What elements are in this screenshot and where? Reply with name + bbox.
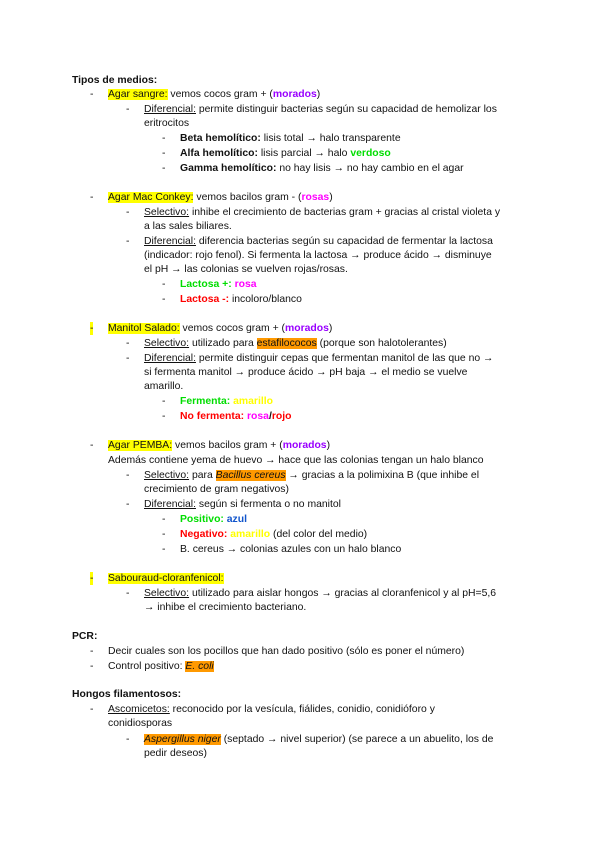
manitol-fermenta xyxy=(180,395,273,408)
bullet-dash: - xyxy=(90,704,94,715)
label-negativo: Negativo: xyxy=(180,529,228,540)
mac-selectivo xyxy=(144,206,500,219)
desc-text: vemos bacilos gram + ( xyxy=(172,440,283,451)
label-diferencial: Diferencial: xyxy=(144,499,196,510)
text: Control positivo: xyxy=(108,661,186,672)
label-diferencial: Diferencial: xyxy=(144,353,196,364)
label-diferencial: Diferencial: xyxy=(144,104,196,115)
bullet-dash: - xyxy=(126,734,130,745)
color-word-morados: morados xyxy=(285,323,329,334)
section-heading-pcr: PCR: xyxy=(72,631,98,642)
value-incoloro: incoloro/blanco xyxy=(229,294,302,305)
paren-close: ) xyxy=(326,440,331,451)
pemba-selectivo-cont: crecimiento de gram negativos) xyxy=(144,484,289,495)
highlight-aspergillus-niger: Aspergillus niger xyxy=(144,734,221,745)
pcr-item-control xyxy=(108,660,214,673)
bullet-dash: - xyxy=(162,529,166,540)
bullet-dash: - xyxy=(90,661,94,672)
text: para xyxy=(189,470,216,481)
label-alfa: Alfa hemolítico: xyxy=(180,148,258,159)
highlight-e-coli: E. coli xyxy=(185,661,214,672)
text: inhibe el crecimiento de bacterias gram + gracias al cristal violeta y xyxy=(189,207,501,218)
mac-selectivo-cont: a las sales biliares. xyxy=(144,221,232,232)
bullet-dash: - xyxy=(162,279,166,290)
sangre-beta xyxy=(180,132,401,145)
text: utilizado para aislar hongos → gracias al cloranfenicol y al pH=5,6 xyxy=(189,588,497,599)
text: no hay lisis → no hay cambio en el agar xyxy=(276,163,464,174)
item-mac-conkey xyxy=(108,191,333,204)
pemba-cereus: B. cereus → colonias azules con un halo blanco xyxy=(180,544,402,555)
bullet-dash: - xyxy=(90,89,94,100)
color-word-morados: morados xyxy=(282,440,327,451)
bullet-dash: - xyxy=(126,588,130,599)
pemba-note: Además contiene yema de huevo → hace que las colonias tengan un halo blanco xyxy=(108,455,484,466)
text: diferencia bacterias según su capacidad de fermentar la lactosa xyxy=(195,236,493,247)
medium-name-mac-conkey: Agar Mac Conkey: xyxy=(108,192,194,203)
desc-text: vemos cocos gram + ( xyxy=(167,89,273,100)
item-agar-pemba xyxy=(108,439,330,452)
pcr-item-pocillos: Decir cuales son los pocillos que han dado positivo (sólo es poner el número) xyxy=(108,646,465,657)
manitol-no-fermenta xyxy=(180,410,291,423)
label-lactosa-pos: Lactosa +: xyxy=(180,279,232,290)
value-rojo: rojo xyxy=(271,411,292,422)
manitol-diferencial-cont: si fermenta manitol → produce ácido → pH baja → el medio se vuelve xyxy=(144,367,468,378)
sangre-alfa xyxy=(180,147,391,160)
hongos-ascomicetos xyxy=(108,703,435,716)
color-word-verdoso: verdoso xyxy=(350,148,391,159)
bullet-dash: - xyxy=(126,470,130,481)
label-beta: Beta hemolítico: xyxy=(180,133,261,144)
sabouraud-selectivo-cont: → inhibe el crecimiento bacteriano. xyxy=(144,602,307,613)
label-selectivo: Selectivo: xyxy=(144,588,190,599)
text: según si fermenta o no manitol xyxy=(195,499,341,510)
pemba-positivo xyxy=(180,513,247,526)
sangre-diferencial xyxy=(144,103,497,116)
label-diferencial: Diferencial: xyxy=(144,236,196,247)
label-no-fermenta: No fermenta: xyxy=(180,411,245,422)
hongos-aspergillus-cont: pedir deseos) xyxy=(144,748,207,759)
mac-lactosa-neg xyxy=(180,293,302,306)
text: lisis parcial → halo xyxy=(257,148,351,159)
bullet-dash: - xyxy=(126,353,130,364)
label-selectivo: Selectivo: xyxy=(144,207,190,218)
label-fermenta: Fermenta: xyxy=(180,396,231,407)
manitol-diferencial xyxy=(144,352,493,365)
desc-text: vemos cocos gram + ( xyxy=(179,323,286,334)
medium-name-pemba: Agar PEMBA: xyxy=(108,440,173,451)
label-ascomicetos: Ascomicetos: xyxy=(108,704,170,715)
bullet-dash: - xyxy=(162,514,166,525)
text: utilizado para xyxy=(189,338,257,349)
bullet-dash: - xyxy=(162,294,166,305)
bullet-dash: - xyxy=(126,207,130,218)
bullet-dash: - xyxy=(162,148,166,159)
separator: / xyxy=(268,411,272,422)
medium-name-manitol: Manitol Salado: xyxy=(108,323,180,334)
text: → gracias a la polimixina B (que inhibe el xyxy=(285,470,480,481)
hongos-aspergillus xyxy=(144,733,493,746)
bullet-dash: - xyxy=(126,104,130,115)
bullet-dash: - xyxy=(126,236,130,247)
sangre-gamma xyxy=(180,162,464,175)
value-rosa: rosa xyxy=(231,279,257,290)
sabouraud-selectivo xyxy=(144,587,496,600)
bullet-dash: - xyxy=(90,440,94,451)
color-word-rosas: rosas xyxy=(301,192,330,203)
color-word-morados: morados xyxy=(272,89,317,100)
bullet-dash: - xyxy=(90,323,94,334)
mac-diferencial xyxy=(144,235,493,248)
text: lisis total → halo transparente xyxy=(260,133,401,144)
item-manitol-salado xyxy=(108,322,332,335)
bullet-dash: - xyxy=(90,573,94,584)
bullet-dash: - xyxy=(126,338,130,349)
bullet-dash: - xyxy=(162,163,166,174)
paren-close: ) xyxy=(328,323,333,334)
pemba-diferencial xyxy=(144,498,341,511)
paren-close: ) xyxy=(329,192,333,203)
bullet-dash: - xyxy=(162,133,166,144)
manitol-diferencial-cont: amarillo. xyxy=(144,381,184,392)
section-heading-tipos: Tipos de medios: xyxy=(72,75,158,86)
value-rosa: rosa xyxy=(244,411,269,422)
text: reconocido por la vesícula, fiálides, conidio, conidióforo y xyxy=(169,704,435,715)
paren-close: ) xyxy=(316,89,321,100)
text: (septado → nivel superior) (se parece a un abuelito, los de xyxy=(220,734,494,745)
text: permite distinguir bacterias según su capacidad de hemolizar los xyxy=(195,104,497,115)
pemba-selectivo xyxy=(144,469,479,482)
mac-lactosa-pos xyxy=(180,278,257,291)
section-heading-hongos: Hongos filamentosos: xyxy=(72,689,182,700)
value-azul: azul xyxy=(223,514,247,525)
item-agar-sangre xyxy=(108,88,320,101)
highlight-bacillus-cereus: Bacillus cereus xyxy=(215,470,286,481)
bullet-dash: - xyxy=(126,499,130,510)
bullet-dash: - xyxy=(162,396,166,407)
label-selectivo: Selectivo: xyxy=(144,470,190,481)
bullet-dash: - xyxy=(162,411,166,422)
item-sabouraud xyxy=(108,572,224,585)
value-amarillo: amarillo xyxy=(230,396,273,407)
bullet-dash: - xyxy=(162,544,166,555)
mac-diferencial-cont: (indicador: rojo fenol). Si fermenta la lactosa → produce ácido → disminuye xyxy=(144,250,492,261)
medium-name-agar-sangre: Agar sangre: xyxy=(108,89,168,100)
highlight-estafilococos: estafilococos xyxy=(256,338,317,349)
text: (porque son halotolerantes) xyxy=(316,338,447,349)
label-gamma: Gamma hemolítico: xyxy=(180,163,277,174)
label-selectivo: Selectivo: xyxy=(144,338,190,349)
manitol-selectivo xyxy=(144,337,447,350)
sangre-diferencial-cont: eritrocitos xyxy=(144,118,190,129)
mac-diferencial-cont: el pH → las colonias se vuelven rojas/rosas. xyxy=(144,264,348,275)
pemba-negativo xyxy=(180,528,367,541)
medium-name-sabouraud: Sabouraud-cloranfenicol: xyxy=(108,573,224,584)
label-positivo: Positivo: xyxy=(180,514,224,525)
bullet-dash: - xyxy=(90,646,94,657)
text: permite distinguir cepas que fermentan manitol de las que no → xyxy=(195,353,494,364)
label-lactosa-neg: Lactosa -: xyxy=(180,294,230,305)
hongos-ascomicetos-cont: conidiosporas xyxy=(108,718,173,729)
value-amarillo: amarillo xyxy=(227,529,271,540)
bullet-dash: - xyxy=(90,192,94,203)
text: (del color del medio) xyxy=(270,529,368,540)
desc-text: vemos bacilos gram - ( xyxy=(193,192,302,203)
